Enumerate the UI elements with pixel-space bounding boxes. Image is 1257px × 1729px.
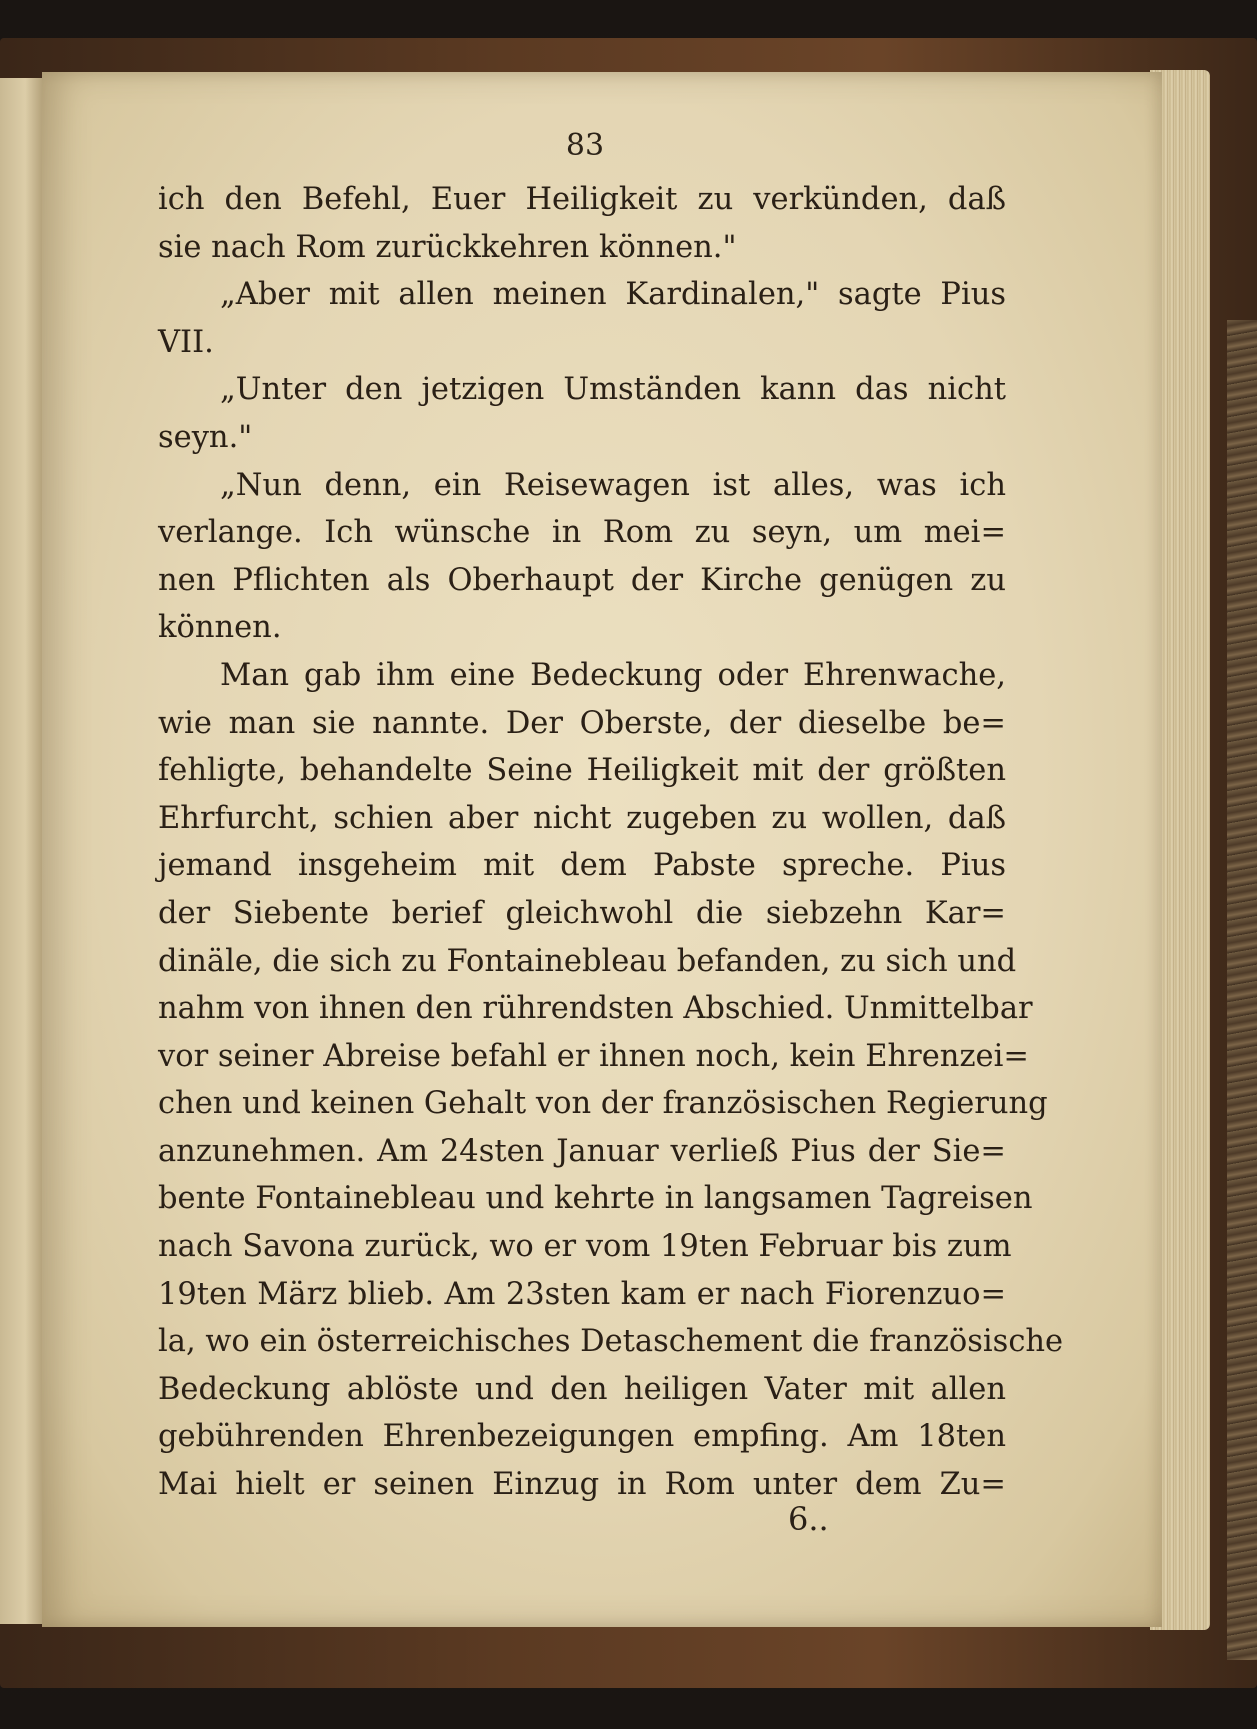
text-line: anzunehmen. Am 24sten Januar verließ Pius der Sie= xyxy=(158,1133,1006,1169)
text-line: Mai hielt er seinen Einzug in Rom unter dem Zu= xyxy=(158,1467,1006,1503)
body-text xyxy=(158,176,1064,1509)
previous-page-edge xyxy=(0,78,42,1624)
text-line: Man gab ihm eine Bedeckung oder Ehrenwache, xyxy=(220,657,1006,693)
text-line: „Unter den jetzigen Umständen kann das nicht xyxy=(220,372,1006,408)
text-line: verlange. Ich wünsche in Rom zu seyn, um mei= xyxy=(158,515,1006,551)
text-line: Ehrfurcht, schien aber nicht zugeben zu wollen, daß xyxy=(158,800,1006,836)
text-line: VII. xyxy=(158,324,214,360)
text-line: 19ten März blieb. Am 23sten kam er nach Fiorenzuo= xyxy=(158,1276,1006,1312)
text-line: vor seiner Abreise befahl er ihnen noch, kein Ehrenzei= xyxy=(158,1038,1029,1074)
text-line: ich den Befehl, Euer Heiligkeit zu verkünden, daß xyxy=(158,182,1006,217)
text-line: nahm von ihnen den rührendsten Abschied. Unmittelbar xyxy=(158,991,1033,1027)
text-line: dinäle, die sich zu Fontainebleau befanden, zu sich und xyxy=(158,943,1017,979)
text-line: chen und keinen Gehalt von der französischen Regierung xyxy=(158,1086,1048,1122)
text-line: fehligte, behandelte Seine Heiligkeit mit der größten xyxy=(158,753,1006,789)
text-line: bente Fontainebleau und kehrte in langsamen Tagreisen xyxy=(158,1181,1033,1217)
text-line: „Nun denn, ein Reisewagen ist alles, was ich xyxy=(220,467,1006,503)
page-number: 83 xyxy=(565,128,605,163)
text-line: jemand insgeheim mit dem Pabste spreche. Pius xyxy=(158,848,1006,884)
text-line: gebührenden Ehrenbezeigungen empfing. Am 18ten xyxy=(158,1419,1006,1455)
text-line: der Siebente berief gleichwohl die siebzehn Kar= xyxy=(158,895,1006,931)
marbled-cover-edge xyxy=(1227,320,1257,1660)
text-line: nen Pflichten als Oberhaupt der Kirche genügen zu xyxy=(158,562,1006,598)
text-line: sie nach Rom zurückkehren können." xyxy=(158,229,737,265)
text-line: seyn." xyxy=(158,419,253,455)
text-line: nach Savona zurück, wo er vom 19ten Februar bis zum xyxy=(158,1229,1012,1265)
text-line: können. xyxy=(158,610,282,646)
text-line: Bedeckung ablöste und den heiligen Vater mit allen xyxy=(158,1371,1006,1407)
catchword: 6.. xyxy=(788,1500,829,1538)
text-line: „Aber mit allen meinen Kardinalen," sagte Pius xyxy=(220,277,1006,313)
text-line: la, wo ein österreichisches Detaschement die französische xyxy=(158,1324,1064,1360)
text-line: wie man sie nannte. Der Oberste, der dieselbe be= xyxy=(158,705,1006,741)
